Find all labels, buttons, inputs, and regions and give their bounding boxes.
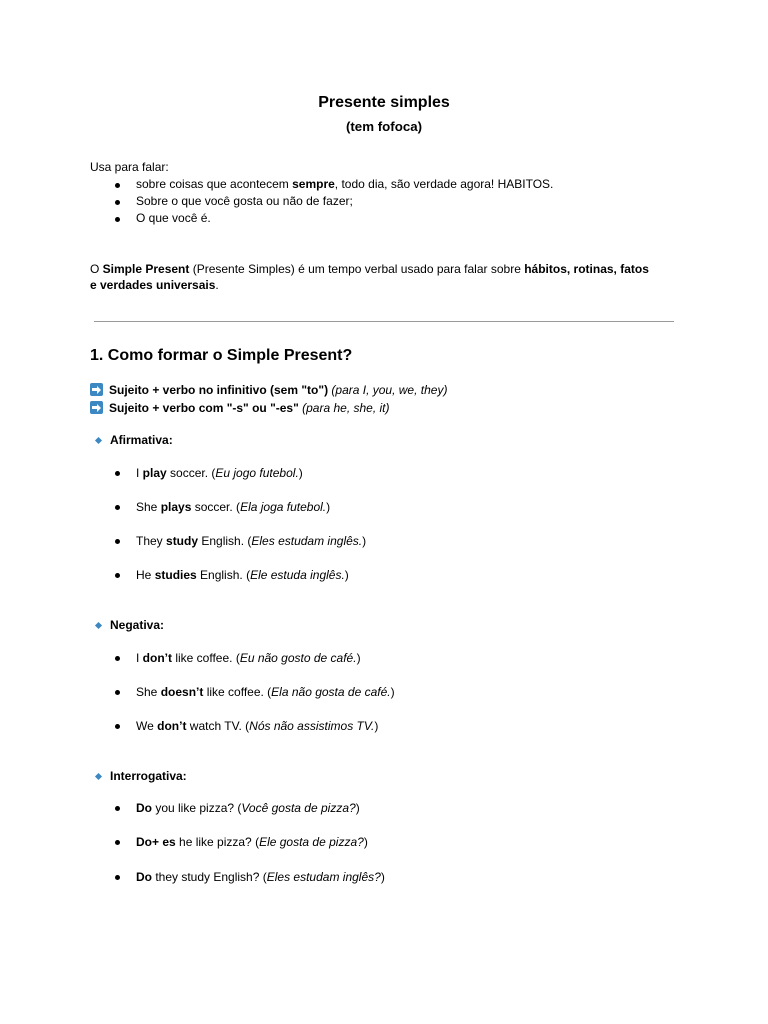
page-title: Presente simples xyxy=(318,94,450,111)
diamond-icon xyxy=(95,773,102,780)
bullet-icon xyxy=(115,690,120,695)
bullet-icon xyxy=(115,200,120,205)
definition-line-1: O Simple Present (Presente Simples) é um tempo verbal usado para falar sobre hábitos, rotinas, fatos xyxy=(90,262,649,276)
bullet-icon xyxy=(115,217,120,222)
intro-bullet: O que você é. xyxy=(136,211,211,225)
group-label: Negativa: xyxy=(110,618,165,632)
intro-lead: Usa para falar: xyxy=(90,160,169,174)
right-arrow-icon xyxy=(90,401,103,414)
example-item: I play soccer. (Eu jogo futebol.) xyxy=(136,466,303,480)
diamond-icon xyxy=(95,437,102,444)
example-item: They study English. (Eles estudam inglês.) xyxy=(136,534,367,548)
diamond-icon xyxy=(95,622,102,629)
example-item: We don’t watch TV. (Nós não assistimos TV.) xyxy=(136,719,379,733)
example-item: I don’t like coffee. (Eu não gosto de café.) xyxy=(136,651,361,665)
bullet-icon xyxy=(115,840,120,845)
example-item: She doesn’t like coffee. (Ela não gosta de café.) xyxy=(136,685,395,699)
section-heading: 1. Como formar o Simple Present? xyxy=(90,347,353,364)
bullet-icon xyxy=(115,724,120,729)
bullet-icon xyxy=(115,656,120,661)
bullet-icon xyxy=(115,875,120,880)
example-item: She plays soccer. (Ela joga futebol.) xyxy=(136,500,331,514)
bullet-icon xyxy=(115,806,120,811)
horizontal-divider xyxy=(94,321,674,322)
example-item: Do+ es he like pizza? (Ele gosta de pizza?) xyxy=(136,835,368,849)
intro-bullet: Sobre o que você gosta ou não de fazer; xyxy=(136,194,353,208)
definition-line-2: e verdades universais. xyxy=(90,278,219,292)
bullet-icon xyxy=(115,505,120,510)
example-item: Do you like pizza? (Você gosta de pizza?) xyxy=(136,801,360,815)
right-arrow-icon xyxy=(90,383,103,396)
intro-bullet: sobre coisas que acontecem sempre, todo dia, são verdade agora! HABITOS. xyxy=(136,177,554,191)
example-item: He studies English. (Ele estuda inglês.) xyxy=(136,568,349,582)
bullet-icon xyxy=(115,471,120,476)
bullet-icon xyxy=(115,539,120,544)
bullet-icon xyxy=(115,573,120,578)
group-label: Interrogativa: xyxy=(110,769,187,783)
group-label: Afirmativa: xyxy=(110,433,173,447)
bullet-icon xyxy=(115,183,120,188)
example-item: Do they study English? (Eles estudam inglês?) xyxy=(136,870,385,884)
rule-line: Sujeito + verbo no infinitivo (sem "to") (para I, you, we, they) xyxy=(90,382,447,399)
rule-line: Sujeito + verbo com "-s" ou "-es" (para he, she, it) xyxy=(90,400,390,417)
page-subtitle: (tem fofoca) xyxy=(345,119,423,134)
